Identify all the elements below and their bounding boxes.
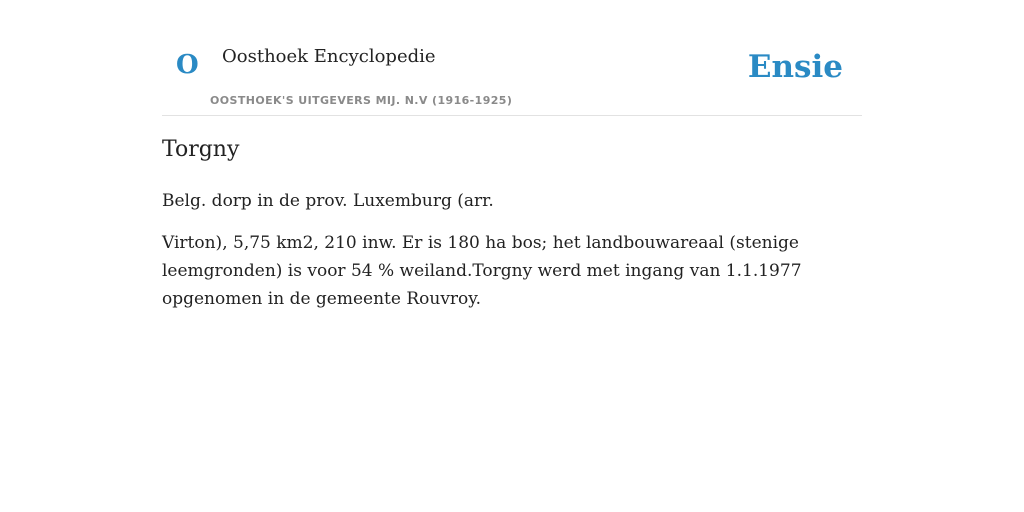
article-paragraph-1: Belg. dorp in de prov. Luxemburg (arr. <box>162 190 494 211</box>
article <box>162 136 862 327</box>
publisher-subtitle: OOSTHOEK'S UITGEVERS MIJ. N.V (1916-1925) <box>210 94 513 107</box>
encyclopedia-logo[interactable]: O <box>176 50 199 80</box>
site-header <box>162 0 862 116</box>
article-title: Torgny <box>162 137 240 162</box>
ensie-brand-link[interactable]: Ensie <box>747 49 843 85</box>
site-title-link[interactable]: Oosthoek Encyclopedie <box>222 46 436 67</box>
article-paragraph-2: Virton), 5,75 km2, 210 inw. Er is 180 ha bos; het landbouwareaal (stenige leemgronden) is voor 54 % weiland.Torgny werd met ingang van 1.1.1977 opgenomen in de gemeente Rouvroy. <box>162 232 802 309</box>
